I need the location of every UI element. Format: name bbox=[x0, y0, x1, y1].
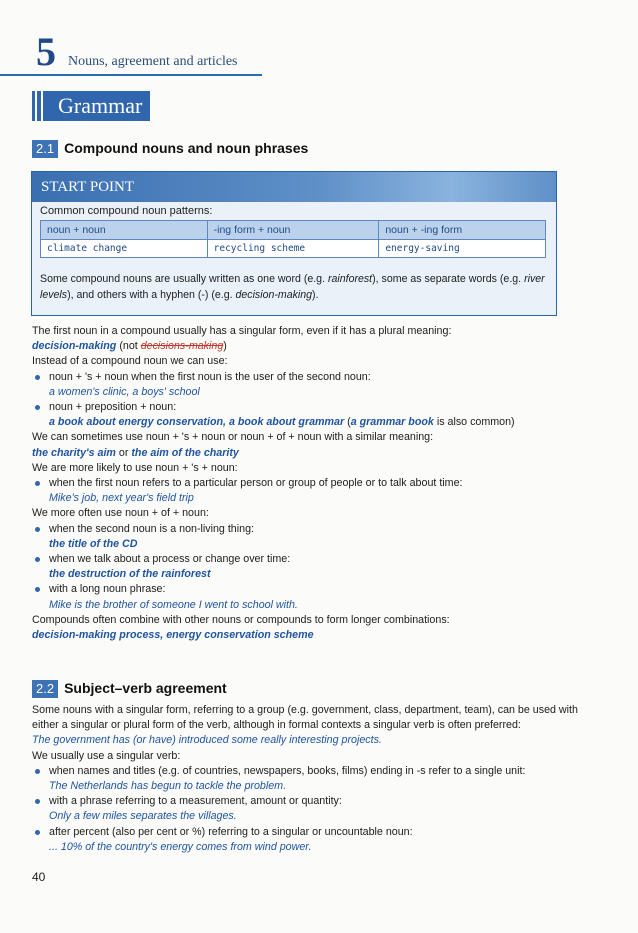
rule-paragraph: We more often use noun + of + noun: bbox=[32, 507, 209, 520]
rule-paragraph: We can sometimes use noun + 's + noun or noun + of + noun with a similar meaning: bbox=[32, 431, 434, 444]
example-line: decision-making process, energy conservation scheme bbox=[32, 629, 314, 642]
pattern-example: recycling scheme bbox=[207, 240, 379, 258]
grammar-bars bbox=[32, 91, 50, 121]
example-line: The government has (or have) introduced some really interesting projects. bbox=[32, 734, 382, 747]
pattern-example: energy-saving bbox=[379, 240, 546, 258]
example-line: the charity's aim or the aim of the charity bbox=[32, 446, 239, 459]
start-point-box bbox=[31, 171, 557, 316]
section-heading-2-1 bbox=[32, 140, 308, 158]
section-number: 2.1 bbox=[32, 140, 58, 158]
section-title: Subject–verb agreement bbox=[64, 680, 227, 696]
bullet-item: noun + 's + noun when the first noun is the user of the second noun: bbox=[32, 370, 592, 385]
chapter-title: Nouns, agreement and articles bbox=[68, 54, 238, 69]
chapter-rule bbox=[0, 74, 262, 76]
example-line: the destruction of the rainforest bbox=[49, 568, 211, 581]
rule-paragraph: Some nouns with a singular form, referring to a group (e.g. government, class, department, team), can be used with either a singular or plural form of the verb, although in formal contexts a singular verb is often preferred: bbox=[32, 704, 578, 732]
section-number: 2.2 bbox=[32, 680, 58, 698]
example-line: a book about energy conservation, a book about grammar (a grammar book is also common) bbox=[49, 416, 515, 429]
bullet-item: with a phrase referring to a measurement, amount or quantity: bbox=[32, 794, 592, 809]
example-line: The Netherlands has begun to tackle the problem. bbox=[49, 780, 287, 793]
section-title: Compound nouns and noun phrases bbox=[64, 140, 309, 156]
page-number: 40 bbox=[32, 870, 46, 884]
section-2-2-body bbox=[32, 703, 592, 855]
bullet-item: after percent (also per cent or %) referring to a singular or uncountable noun: bbox=[32, 825, 592, 840]
rule-paragraph: We are more likely to use noun + 's + noun: bbox=[32, 461, 238, 474]
example-line: Mike is the brother of someone I went to school with. bbox=[49, 598, 298, 611]
example-line: a women's clinic, a boys' school bbox=[49, 385, 200, 398]
bullet-item: when the second noun is a non-living thing: bbox=[32, 522, 592, 537]
rule-paragraph: Instead of a compound noun we can use: bbox=[32, 355, 228, 368]
patterns-label: Common compound noun patterns: bbox=[40, 205, 213, 217]
rule-paragraph: We usually use a singular verb: bbox=[32, 749, 181, 762]
rule-paragraph: Compounds often combine with other nouns or compounds to form longer combinations: bbox=[32, 613, 450, 626]
bullet-item: with a long noun phrase: bbox=[32, 582, 592, 597]
rule-paragraph: The first noun in a compound usually has a singular form, even if it has a plural meaning: bbox=[32, 325, 452, 337]
bullet-item: when names and titles (e.g. of countries, newspapers, books, films) ending in -s refer to a single unit: bbox=[32, 764, 592, 779]
start-point-title: START POINT bbox=[41, 179, 135, 195]
start-point-header bbox=[32, 172, 556, 202]
section-heading-2-2 bbox=[32, 680, 227, 698]
start-point-note: Some compound nouns are usually written as one word (e.g. rainforest), some as separate words (e.g. river levels), and others with a hyphen (-) (e.g. decision-making). bbox=[40, 273, 545, 301]
chapter-number: 5 bbox=[36, 29, 56, 74]
bullet-item: noun + preposition + noun: bbox=[32, 400, 592, 415]
example-line: decision-making (not decisions-making) bbox=[32, 340, 227, 353]
example-line: ... 10% of the country's energy comes from wind power. bbox=[49, 840, 312, 853]
pattern-header: noun + noun bbox=[41, 221, 208, 240]
pattern-header: noun + -ing form bbox=[379, 221, 546, 240]
bullet-item: when we talk about a process or change over time: bbox=[32, 552, 592, 567]
example-line: Only a few miles separates the villages. bbox=[49, 810, 237, 823]
example-line: the title of the CD bbox=[49, 537, 138, 550]
example-line: Mike's job, next year's field trip bbox=[49, 492, 194, 505]
grammar-tag: Grammar bbox=[50, 91, 150, 121]
patterns-table bbox=[40, 220, 546, 258]
bullet-item: when the first noun refers to a particular person or group of people or to talk about time: bbox=[32, 476, 592, 491]
pattern-example: climate change bbox=[41, 240, 208, 258]
pattern-header: -ing form + noun bbox=[207, 221, 379, 240]
section-2-1-body bbox=[32, 324, 592, 643]
